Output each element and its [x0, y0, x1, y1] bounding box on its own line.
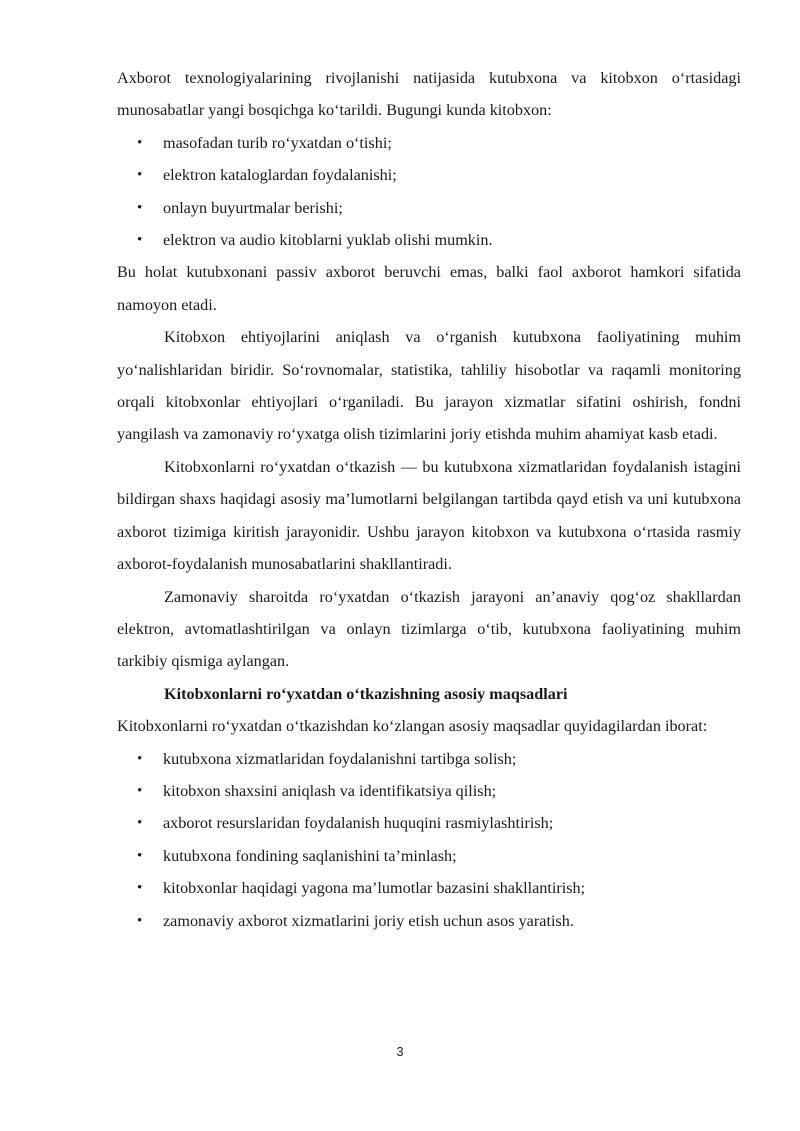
bullet-icon: • — [137, 847, 143, 864]
bullet-icon: • — [137, 880, 143, 897]
page-number: 3 — [396, 1044, 404, 1059]
section-heading: Kitobxonlarni ro‘yxatdan o‘tkazishning asosiy maqsadlari — [164, 684, 568, 703]
list-item: • axborot resurslaridan foydalanish huquqini rasmiylashtirish; — [117, 807, 741, 839]
list-item: • kitobxonlar haqidagi yagona ma’lumotlar bazasini shakllantirish; — [117, 872, 741, 904]
bullet-icon: • — [137, 134, 143, 151]
bullet-icon: • — [137, 167, 143, 184]
list-item: • elektron va audio kitoblarni yuklab olishi mumkin. — [117, 224, 741, 256]
list-item: • masofadan turib ro‘yxatdan o‘tishi; — [117, 127, 741, 159]
bullet-icon: • — [137, 232, 143, 249]
body-paragraph-needs: Kitobxon ehtiyojlarini aniqlash va o‘rganish kutubxona faoliyatining muhim yo‘nalishlaridan biridir. So‘rovnomalar, statistika, tahliliy hisobotlar va raqamli monitoring orqali kitobxonlar ehtiyojlari o‘rganiladi. Bu jarayon xizmatlar sifatini oshirish, fondni yangilash va zamonaviy ro‘yxatga olish tizimlarini joriy etishda muhim ahamiyat kasb etadi. — [117, 328, 741, 444]
bullet-icon: • — [137, 815, 143, 832]
intro-paragraph: Axborot texnologiyalarining rivojlanishi natijasida kutubxona va kitobxon o‘rtasidagi munosabatlar yangi bosqichga ko‘tarildi. Bugungi kunda kitobxon: — [117, 69, 741, 120]
bullet-icon: • — [137, 912, 143, 929]
intro-bullet-list — [117, 127, 741, 257]
section-bullet-list — [117, 743, 741, 937]
list-item: • onlayn buyurtmalar berishi; — [117, 192, 741, 224]
list-item: • kutubxona fondining saqlanishini ta’minlash; — [117, 840, 741, 872]
list-item: • zamonaviy axborot xizmatlarini joriy etish uchun asos yaratish. — [117, 905, 741, 937]
body-paragraph-modern: Zamonaviy sharoitda ro‘yxatdan o‘tkazish jarayoni an’anaviy qog‘oz shakllardan elektron, avtomatlashtirilgan va onlayn tizimlarga o‘tib, kutubxona faoliyatining muhim tarkibiy qismiga aylangan. — [117, 587, 741, 671]
list-item: • elektron kataloglardan foydalanishi; — [117, 159, 741, 191]
bullet-icon: • — [137, 782, 143, 799]
bullet-icon: • — [137, 199, 143, 216]
bullet-icon: • — [137, 750, 143, 767]
list-item: • kitobxon shaxsini aniqlash va identifikatsiya qilish; — [117, 775, 741, 807]
section-intro-paragraph: Kitobxonlarni ro‘yxatdan o‘tkazishdan ko‘zlangan asosiy maqsadlar quyidagilardan iborat: — [117, 717, 708, 736]
document-page — [117, 62, 741, 937]
list-item: • kutubxona xizmatlaridan foydalanishni tartibga solish; — [117, 743, 741, 775]
body-paragraph-definition: Kitobxonlarni ro‘yxatdan o‘tkazish — bu kutubxona xizmatlaridan foydalanish istagini bildirgan shaxs haqidagi asosiy ma’lumotlarni belgilangan tartibda qayd etish va uni kutubxona axborot tizimiga kiritish jarayonidir. Ushbu jarayon kitobxon va kutubxona o‘rtasida rasmiy axborot-foydalanish munosabatlarini shakllantiradi. — [117, 457, 741, 574]
intro-closing-paragraph: Bu holat kutubxonani passiv axborot beruvchi emas, balki faol axborot hamkori sifatida namoyon etadi. — [117, 263, 741, 314]
